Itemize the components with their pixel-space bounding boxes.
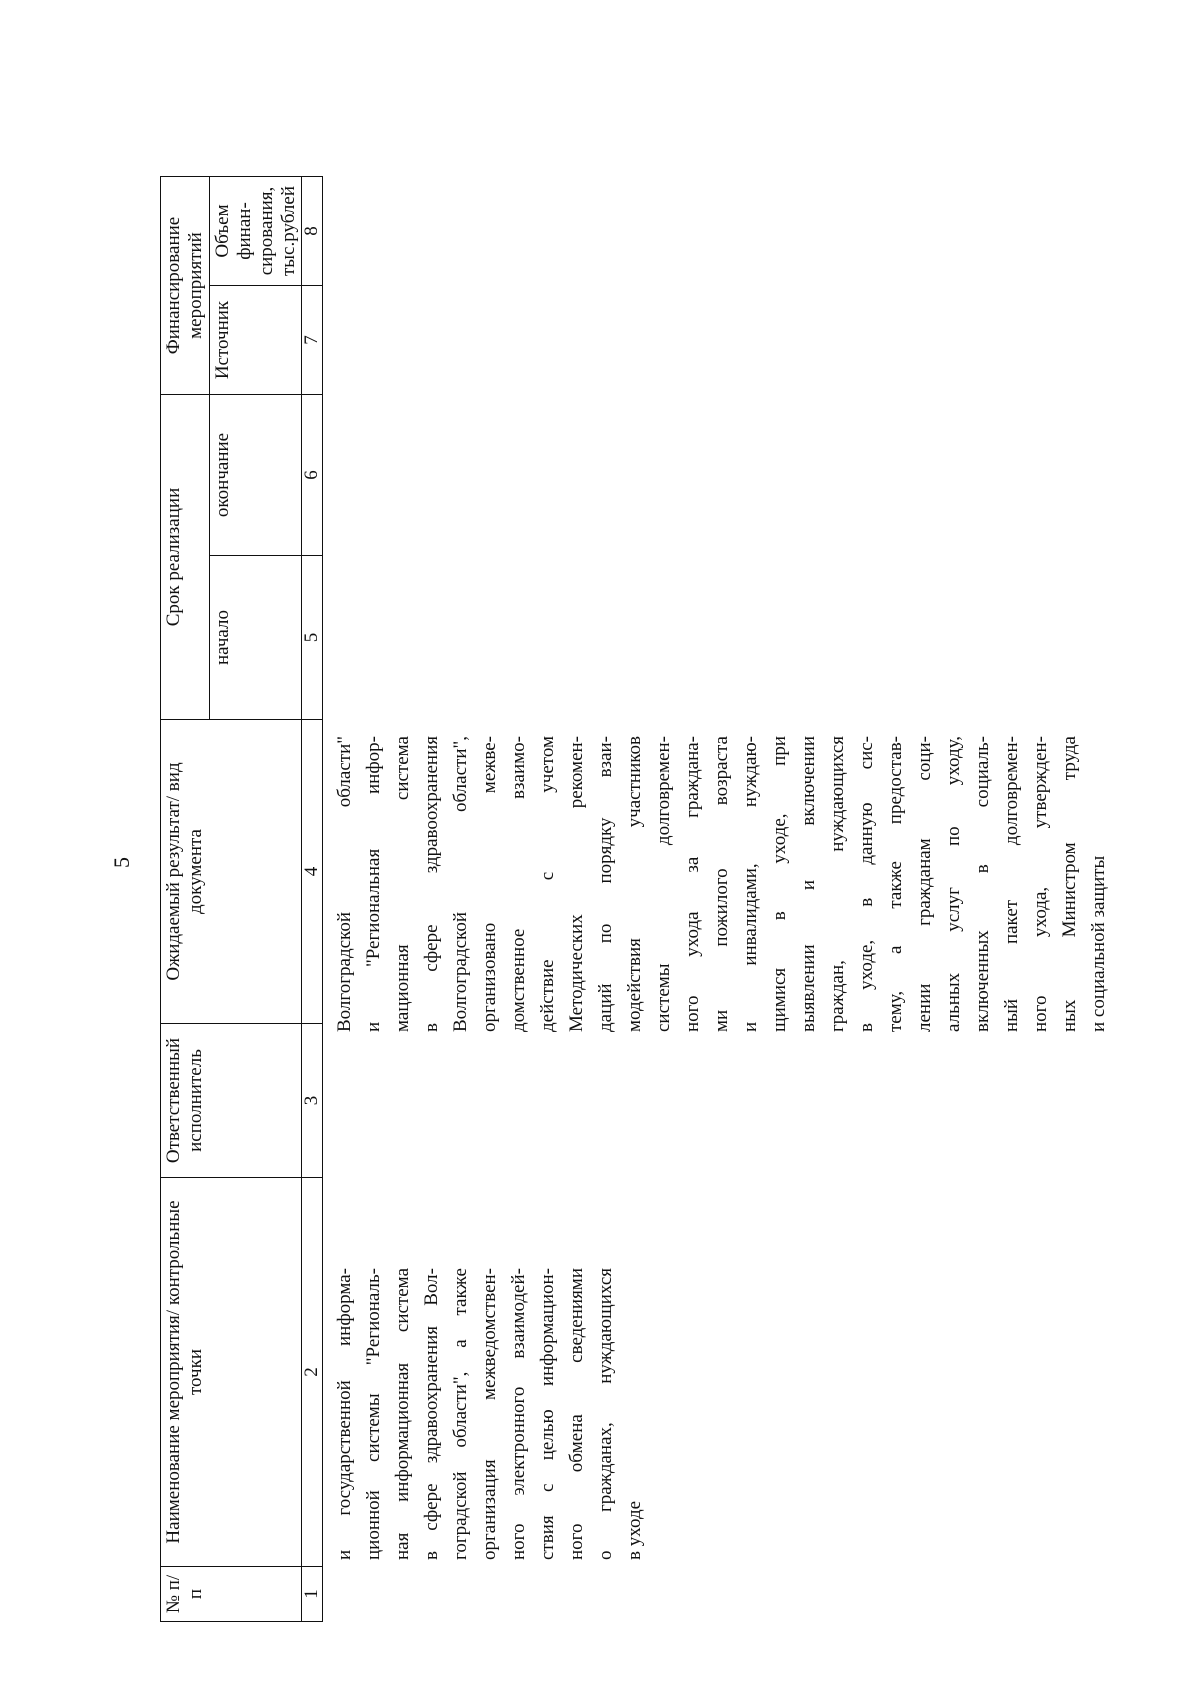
header-result: Ожидаемый результат/ вид документа <box>161 720 302 1024</box>
row-result-line: действие с учетом <box>537 736 558 1032</box>
col-index-6: 6 <box>302 395 323 556</box>
header-name: Наименование мероприятия/ контрольные точки <box>161 1178 302 1567</box>
row-name-line: и государственной информа- <box>334 1268 355 1560</box>
rotated-table-area <box>160 102 1120 1622</box>
row-name-line: гоградской области", а также <box>450 1268 471 1560</box>
col-index-7: 7 <box>302 286 323 395</box>
col-index-1: 1 <box>302 1567 323 1622</box>
row-result-line: системы долговремен- <box>653 736 674 1032</box>
row-result-line: лении гражданам соци- <box>914 736 935 1032</box>
row-result-line: ный пакет долговремен- <box>1001 736 1022 1032</box>
row-result-text <box>330 736 1113 1032</box>
row-name-text <box>330 1268 649 1560</box>
header-volume: Объем финан- сирования, тыс.рублей <box>210 177 302 286</box>
row-result-line: и социальной защиты <box>1088 855 1109 1032</box>
row-name-line: в сфере здравоохранения Вол- <box>421 1268 442 1560</box>
row-result-line: щимися в уходе, при <box>769 736 790 1032</box>
page-number: 5 <box>109 857 134 868</box>
col-index-5: 5 <box>302 556 323 720</box>
row-result-line: Методических рекомен- <box>566 736 587 1032</box>
row-name-line: ного обмена сведениями <box>566 1268 587 1560</box>
col-index-3: 3 <box>302 1024 323 1178</box>
col-index-2: 2 <box>302 1178 323 1567</box>
row-result-line: даций по порядку взаи- <box>595 736 616 1032</box>
plan-table <box>160 176 323 1622</box>
row-result-line: включенных в социаль- <box>972 736 993 1032</box>
row-name-line: о гражданах, нуждающихся <box>595 1268 616 1560</box>
row-name-line: ствия с целью информацион- <box>537 1268 558 1560</box>
row-result-line: ного ухода за граждана- <box>682 736 703 1032</box>
row-result-line: и "Региональная инфор- <box>363 736 384 1032</box>
row-name-line: организация межведомствен- <box>479 1268 500 1560</box>
row-result-line: Волгоградской области" <box>334 736 355 1032</box>
row-name-line: в уходе <box>624 1500 645 1560</box>
row-result-line: ных Министром труда <box>1059 736 1080 1032</box>
row-result-line: альных услуг по уходу, <box>943 736 964 1032</box>
row-result-line: организовано межве- <box>479 736 500 1032</box>
row-result-line: тему, а также предостав- <box>885 736 906 1032</box>
row-result-line: мационная система <box>392 736 413 1032</box>
header-period-start: начало <box>210 556 302 720</box>
row-result-line: домственное взаимо- <box>508 736 529 1032</box>
row-result-line: и инвалидами, нуждаю- <box>740 736 761 1032</box>
row-result-line: граждан, нуждающихся <box>827 736 848 1032</box>
header-source: Источник <box>210 286 302 395</box>
row-name-line: ная информационная система <box>392 1268 413 1560</box>
row-name-line: ционной системы "Региональ- <box>363 1268 384 1560</box>
header-executor: Ответственный исполнитель <box>161 1024 302 1178</box>
row-result-line: в сфере здравоохранения <box>421 736 442 1032</box>
row-result-line: модействия участников <box>624 736 645 1032</box>
row-result-line: в уходе, в данную сис- <box>856 736 877 1032</box>
row-result-line: Волгоградской области", <box>450 736 471 1032</box>
row-result-line: ного ухода, утвержден- <box>1030 736 1051 1032</box>
row-result-line: ми пожилого возраста <box>711 736 732 1032</box>
col-index-4: 4 <box>302 720 323 1024</box>
header-num: № п/п <box>161 1567 302 1622</box>
col-index-8: 8 <box>302 177 323 286</box>
row-name-line: ного электронного взаимодей- <box>508 1268 529 1560</box>
row-result-line: выявлении и включении <box>798 736 819 1032</box>
header-period: Срок реализации <box>161 395 210 720</box>
header-financing: Финансирование мероприятий <box>161 177 210 395</box>
header-period-end: окончание <box>210 395 302 556</box>
